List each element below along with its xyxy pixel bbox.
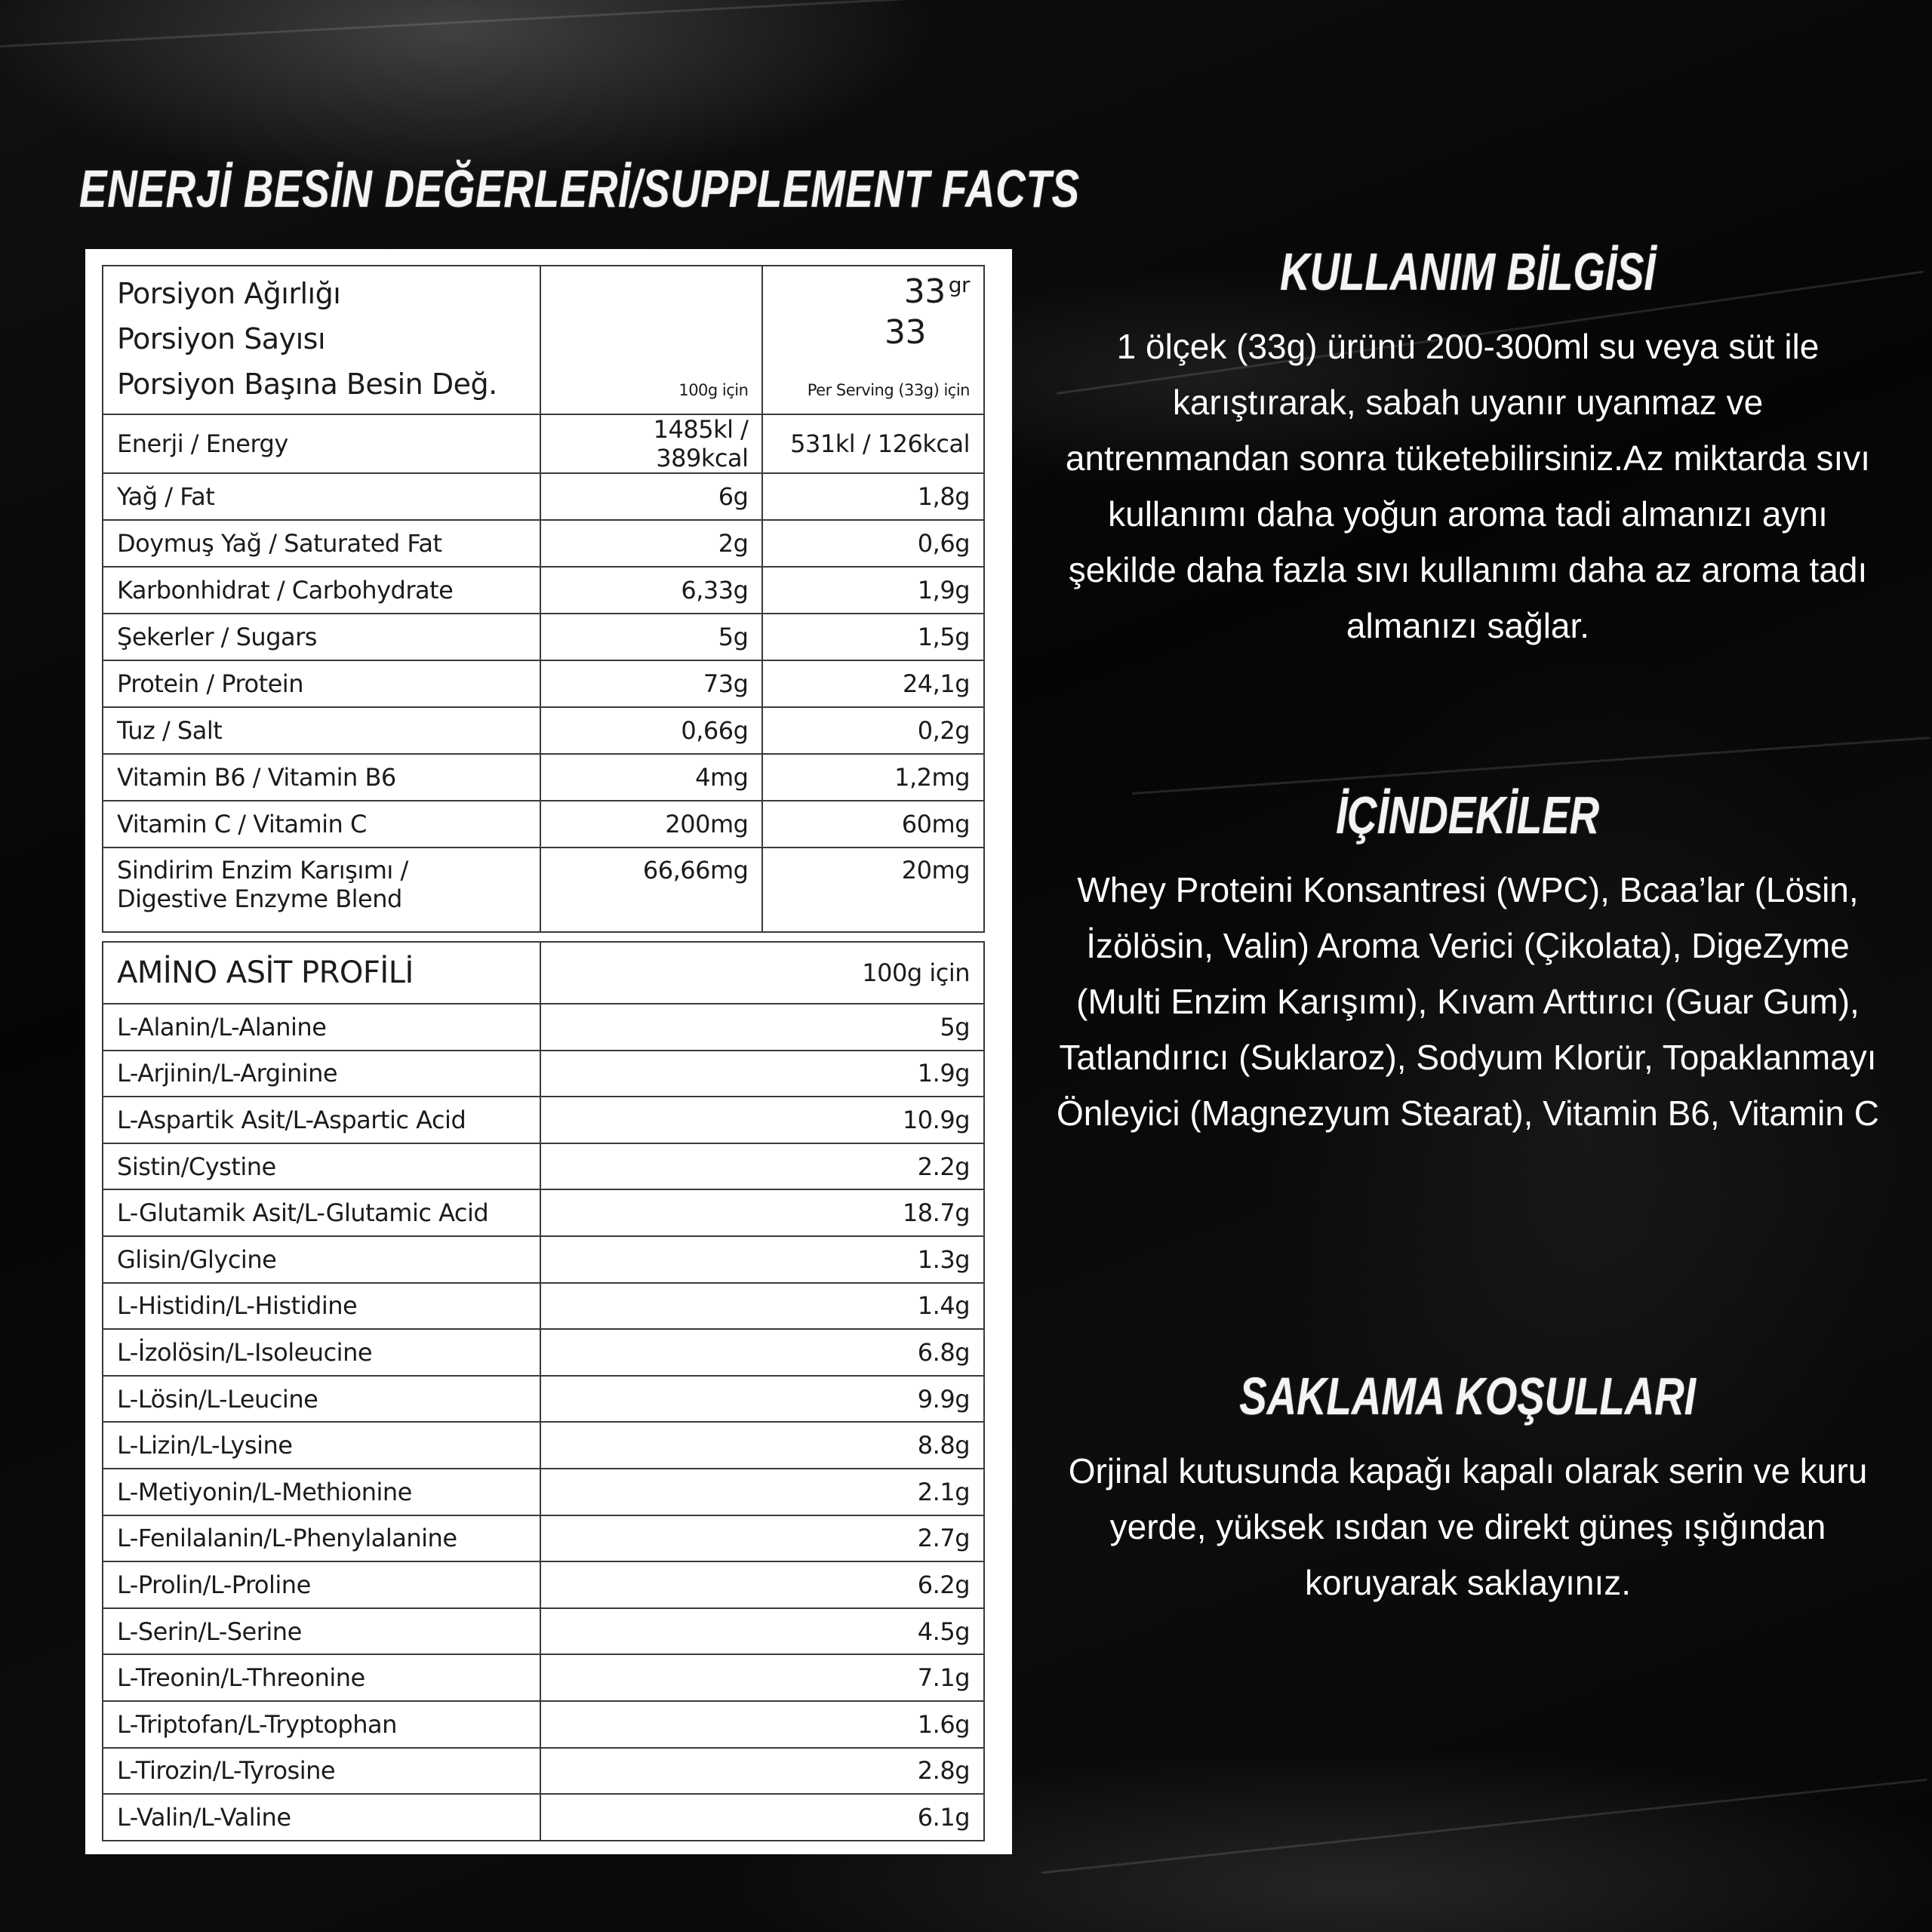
amino-value: 1.9g: [540, 1051, 984, 1097]
nutrient-per-serving: 1,5g: [762, 614, 984, 660]
serving-count-label: Porsiyon Sayısı: [117, 322, 325, 355]
nutrient-per-serving: 20mg: [762, 848, 984, 932]
table-row: [103, 520, 984, 567]
serving-weight-value: 33 $^{gr}$: [903, 272, 970, 311]
nutrient-per100: 6,33g: [540, 567, 763, 614]
table-row: [103, 754, 984, 801]
amino-column-label: 100g için: [540, 942, 984, 1004]
nutrient-per-serving: 0,2g: [762, 707, 984, 754]
amino-name: L-Valin/L-Valine: [103, 1794, 540, 1841]
amino-value: 2.1g: [540, 1469, 984, 1515]
nutrient-per-serving: 1,8g: [762, 473, 984, 520]
table-row: [103, 1561, 984, 1608]
amino-value: 6.1g: [540, 1794, 984, 1841]
table-row: [103, 1654, 984, 1701]
ingredients-title: İÇİNDEKİLER: [1336, 786, 1600, 844]
table-row: [103, 1422, 984, 1469]
table-row: [103, 1469, 984, 1515]
nutrition-table: [102, 265, 985, 933]
table-row: [103, 414, 984, 473]
nutrient-name: Şekerler / Sugars: [103, 614, 540, 660]
amino-value: 9.9g: [540, 1376, 984, 1423]
nutrient-name: Vitamin B6 / Vitamin B6: [103, 754, 540, 801]
nutrient-per-serving: 531kl / 126kcal: [762, 414, 984, 473]
amino-name: Glisin/Glycine: [103, 1236, 540, 1283]
table-row: [103, 1189, 984, 1236]
serving-count-value: 33: [884, 313, 926, 352]
nutrition-header-row: [103, 266, 984, 414]
table-row: [103, 1051, 984, 1097]
amino-value: 1.3g: [540, 1236, 984, 1283]
amino-value: 4.5g: [540, 1608, 984, 1655]
nutrient-per100: 0,66g: [540, 707, 763, 754]
nutrient-per-serving: 60mg: [762, 801, 984, 848]
nutrient-name: Vitamin C / Vitamin C: [103, 801, 540, 848]
table-row: [103, 567, 984, 614]
table-row: [103, 1376, 984, 1423]
amino-value: 2.8g: [540, 1748, 984, 1795]
nutrient-per-serving: 1,2mg: [762, 754, 984, 801]
amino-value: 8.8g: [540, 1422, 984, 1469]
table-row: [103, 707, 984, 754]
nutrient-per-serving: 24,1g: [762, 660, 984, 707]
per-100g-column-label: 100g için: [678, 381, 749, 399]
nutrient-per100: 66,66mg: [540, 848, 763, 932]
amino-table-title: AMİNO ASİT PROFİLİ: [103, 942, 540, 1004]
table-row: [103, 1608, 984, 1655]
nutrient-per-serving: 0,6g: [762, 520, 984, 567]
table-row: [103, 1143, 984, 1190]
amino-name: L-Triptofan/L-Tryptophan: [103, 1701, 540, 1748]
table-row: [103, 1097, 984, 1143]
amino-value: 18.7g: [540, 1189, 984, 1236]
nutrient-per100: 4mg: [540, 754, 763, 801]
amino-value: 5g: [540, 1004, 984, 1051]
background-texture: [0, 0, 1055, 48]
ingredients-body: Whey Proteini Konsantresi (WPC), Bcaa’lar (Lösin, İzölösin, Valin) Aroma Verici (Çikolata), DigeZyme (Multi Enzim Karışımı), Kıvam Arttırıcı (Guar Gum), Tatlandırıcı (Suklaroz), Sodyum Klorür, Topaklanmayı Önleyici (Magnezyum Stearat), Vitamin B6, Vitamin C: [1057, 870, 1879, 1133]
usage-body: 1 ölçek (33g) ürünü 200-300ml su veya süt ile karıştırarak, sabah uyanır uyanmaz ve antrenmandan sonra tüketebilirsiniz.Az miktarda sıvı kullanımı daha yoğun aroma tadi almanızı aynı şekilde daha fazla sıvı kullanımı daha az aroma tadı almanızı sağlar.: [1065, 327, 1871, 645]
amino-value: 1.4g: [540, 1283, 984, 1330]
amino-name: L-Fenilalanin/L-Phenylalanine: [103, 1515, 540, 1562]
amino-name: L-Histidin/L-Histidine: [103, 1283, 540, 1330]
amino-value: 7.1g: [540, 1654, 984, 1701]
amino-name: L-Alanin/L-Alanine: [103, 1004, 540, 1051]
nutrient-per-serving: 1,9g: [762, 567, 984, 614]
amino-value: 2.7g: [540, 1515, 984, 1562]
ingredients-section: [1045, 785, 1890, 1141]
table-row: [103, 801, 984, 848]
nutrient-name: Sindirim Enzim Karışımı / Digestive Enzyme Blend: [103, 848, 540, 932]
page-title: ENERJİ BESİN DEĞERLERİ/SUPPLEMENT FACTS: [79, 159, 1080, 218]
table-row: [103, 1236, 984, 1283]
amino-name: L-Tirozin/L-Tyrosine: [103, 1748, 540, 1795]
table-row: [103, 660, 984, 707]
per-serving-label: Porsiyon Başına Besin Değ.: [117, 368, 497, 401]
amino-name: L-Metiyonin/L-Methionine: [103, 1469, 540, 1515]
storage-section: [1045, 1366, 1890, 1611]
nutrient-per100: 73g: [540, 660, 763, 707]
nutrient-per100: 2g: [540, 520, 763, 567]
table-row: [103, 473, 984, 520]
amino-value: 1.6g: [540, 1701, 984, 1748]
amino-name: L-Glutamik Asit/L-Glutamic Acid: [103, 1189, 540, 1236]
table-row: [103, 1748, 984, 1795]
nutrient-name: Enerji / Energy: [103, 414, 540, 473]
amino-name: Sistin/Cystine: [103, 1143, 540, 1190]
table-row: [103, 1515, 984, 1562]
nutrient-per100: 1485kl / 389kcal: [540, 414, 763, 473]
amino-name: L-Lizin/L-Lysine: [103, 1422, 540, 1469]
amino-acid-table: [102, 941, 985, 1841]
amino-value: 6.8g: [540, 1329, 984, 1376]
nutrient-per100: 5g: [540, 614, 763, 660]
usage-section: [1045, 242, 1890, 654]
nutrient-per100: 200mg: [540, 801, 763, 848]
table-row: [103, 1701, 984, 1748]
amino-name: L-Arjinin/L-Arginine: [103, 1051, 540, 1097]
amino-name: L-İzolösin/L-Isoleucine: [103, 1329, 540, 1376]
serving-weight-label: Porsiyon Ağırlığı: [117, 277, 341, 310]
storage-body: Orjinal kutusunda kapağı kapalı olarak serin ve kuru yerde, yüksek ısıdan ve direkt güneş ışığından koruyarak saklayınız.: [1068, 1451, 1868, 1602]
background-texture: [1041, 1779, 1927, 1874]
amino-value: 2.2g: [540, 1143, 984, 1190]
nutrient-name: Karbonhidrat / Carbohydrate: [103, 567, 540, 614]
nutrient-per100: 6g: [540, 473, 763, 520]
amino-name: L-Prolin/L-Proline: [103, 1561, 540, 1608]
table-row: [103, 1283, 984, 1330]
amino-value: 10.9g: [540, 1097, 984, 1143]
nutrient-name: Yağ / Fat: [103, 473, 540, 520]
amino-header-row: [103, 942, 984, 1004]
amino-name: L-Lösin/L-Leucine: [103, 1376, 540, 1423]
table-row: [103, 1794, 984, 1841]
storage-title: SAKLAMA KOŞULLARI: [1239, 1367, 1697, 1426]
amino-name: L-Treonin/L-Threonine: [103, 1654, 540, 1701]
per-serving-column-label: Per Serving (33g) için: [807, 381, 970, 399]
nutrient-name: Protein / Protein: [103, 660, 540, 707]
table-row: [103, 1004, 984, 1051]
table-row: [103, 614, 984, 660]
nutrient-name: Tuz / Salt: [103, 707, 540, 754]
amino-name: L-Aspartik Asit/L-Aspartic Acid: [103, 1097, 540, 1143]
amino-value: 6.2g: [540, 1561, 984, 1608]
table-row: [103, 1329, 984, 1376]
usage-title: KULLANIM BİLGİSİ: [1280, 242, 1656, 301]
amino-name: L-Serin/L-Serine: [103, 1608, 540, 1655]
nutrient-name: Doymuş Yağ / Saturated Fat: [103, 520, 540, 567]
table-row: [103, 848, 984, 932]
